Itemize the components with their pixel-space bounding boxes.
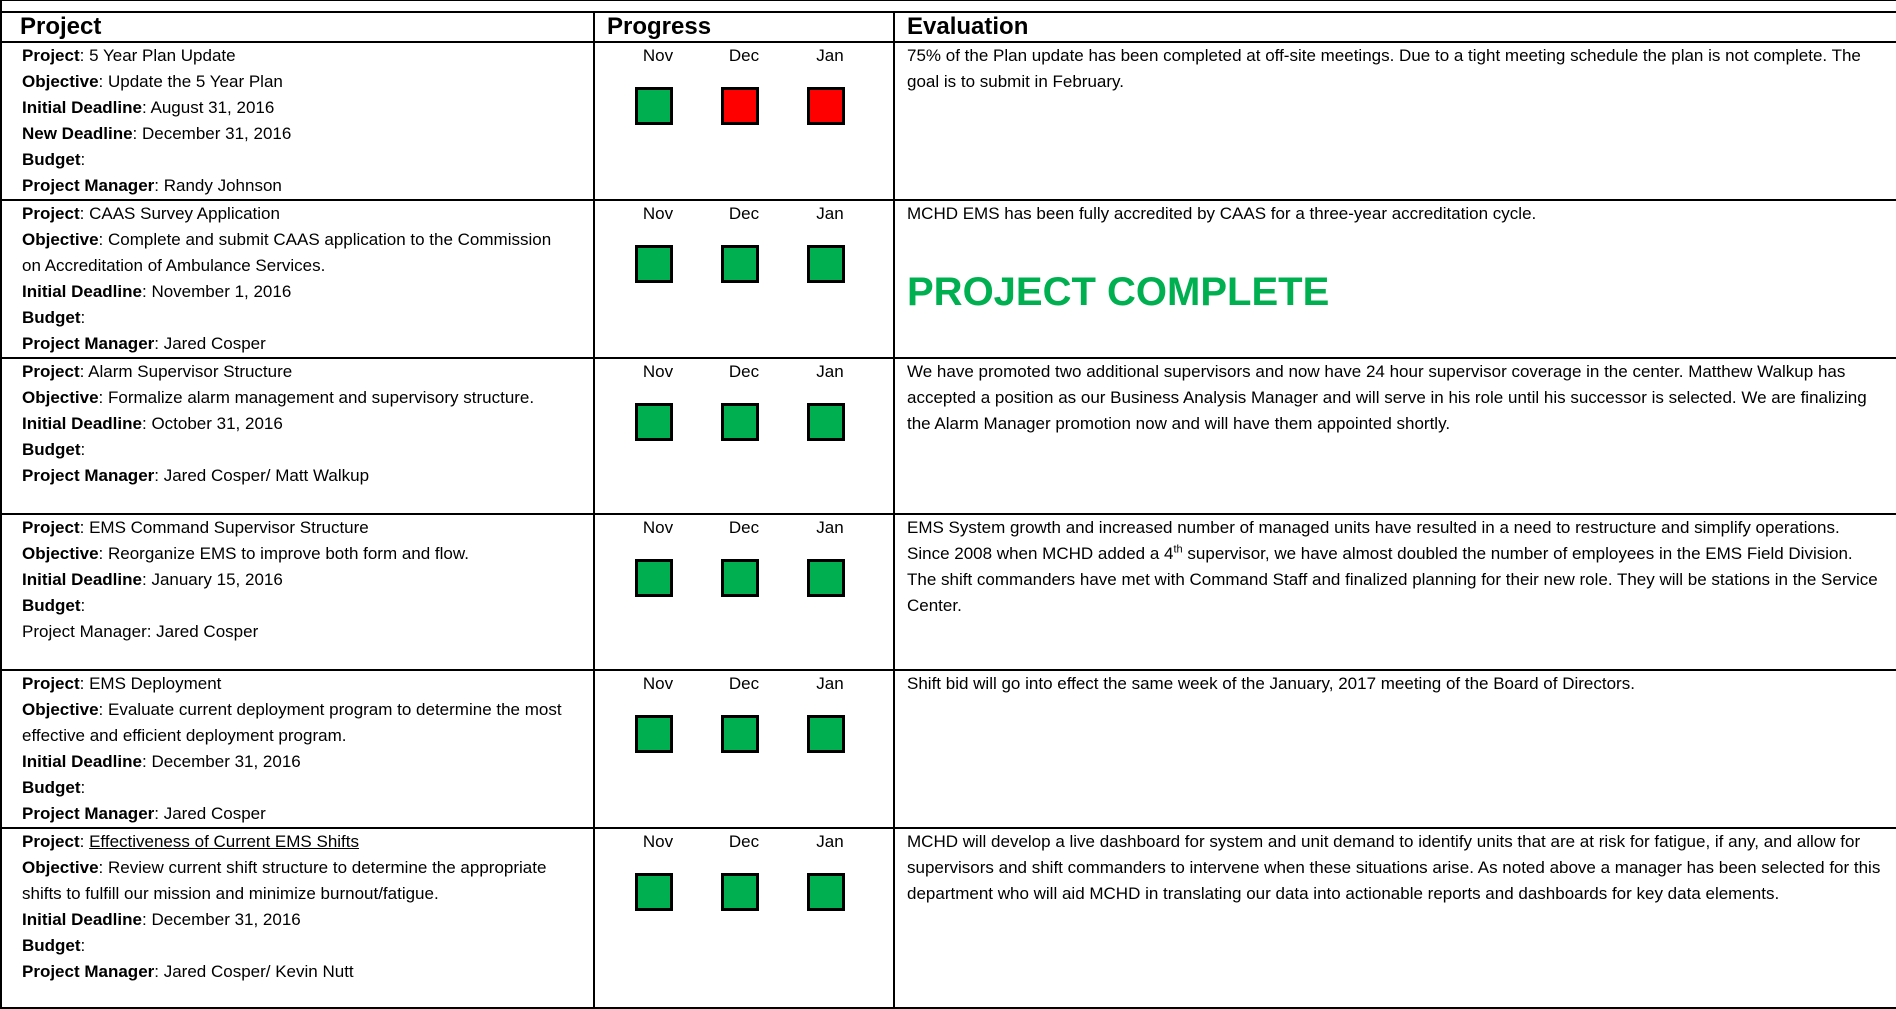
project-manager: Jared Cosper/ Matt Walkup (163, 466, 370, 485)
header-progress: Progress (594, 12, 894, 42)
header-row (1, 12, 1896, 42)
project-manager: Jared Cosper/ Kevin Nutt (163, 962, 354, 981)
month-label: Nov (642, 204, 674, 223)
project-manager: Project Manager: Jared Cosper (22, 622, 259, 641)
evaluation-cell (894, 200, 1896, 358)
month-label: Jan (816, 362, 844, 381)
month-label: Nov (642, 518, 674, 537)
evaluation-text: MCHD EMS has been fully accredited by CAAS for a three-year accreditation cycle. (907, 204, 1537, 223)
project-objective: Complete and submit CAAS application to the Commission on Accreditation of Ambulance Services. (22, 230, 552, 275)
progress-cell (594, 200, 894, 358)
status-square (635, 403, 673, 441)
month-label: Jan (816, 832, 844, 851)
project-objective: Evaluate current deployment program to determine the most effective and efficient deployment program. (22, 700, 562, 745)
project-name: Alarm Supervisor Structure (88, 362, 293, 381)
project-status-table (0, 11, 1896, 1009)
evaluation-text: We have promoted two additional supervisors and now have 24 hour supervisor coverage in the center. Matthew Walkup has accepted a position as our Business Analysis Manager and will serve in his role until his successor is selected. We are finalizing the Alarm Manager promotion now and will have them appointed shortly. (907, 362, 1867, 433)
initial-deadline: August 31, 2016 (150, 98, 275, 117)
project-name: CAAS Survey Application (89, 204, 280, 223)
month-label: Jan (816, 518, 844, 537)
project-cell: Project: 5 Year Plan Update Objective: Update the 5 Year Plan Initial Deadline: August 31, 2016 New Deadline: December 31, 2016 Budget: Project Manager: Randy Johnson (1, 42, 594, 200)
header-project: Project (1, 12, 594, 42)
table-row (1, 828, 1896, 1008)
evaluation-cell (894, 358, 1896, 514)
initial-deadline: December 31, 2016 (151, 910, 301, 929)
header-evaluation: Evaluation (894, 12, 1896, 42)
evaluation-text: 75% of the Plan update has been completed at off-site meetings. Due to a tight meeting schedule the plan is not complete. The goal is to submit in February. (907, 46, 1861, 91)
month-label: Jan (816, 204, 844, 223)
table-row (1, 670, 1896, 828)
status-square (635, 715, 673, 753)
evaluation-text: Shift bid will go into effect the same week of the January, 2017 meeting of the Board of Directors. (907, 674, 1635, 693)
project-objective: Formalize alarm management and supervisory structure. (108, 388, 535, 407)
status-square (721, 873, 759, 911)
project-cell: Project: EMS Command Supervisor Structure Objective: Reorganize EMS to improve both form and flow. Initial Deadline: January 15, 2016 Budget: Project Manager: Jared Cosper (1, 514, 594, 670)
status-square (807, 403, 845, 441)
status-square (721, 559, 759, 597)
table-row (1, 358, 1896, 514)
status-square (807, 873, 845, 911)
month-label: Jan (816, 46, 844, 65)
status-square (721, 87, 759, 125)
month-label: Dec (728, 674, 760, 693)
progress-cell (594, 670, 894, 828)
evaluation-text: MCHD will develop a live dashboard for system and unit demand to identify units that are at risk for fatigue, if any, and allow for supervisors and shift commanders to intervene when these situations arise. As noted above a manager has been selected for this department who will aid MCHD in translating our data into actionable reports and dashboards for key data elements. (907, 832, 1881, 903)
initial-deadline: October 31, 2016 (151, 414, 283, 433)
project-cell: Project: Alarm Supervisor Structure Objective: Formalize alarm management and supervisory structure. Initial Deadline: October 31, 2016 Budget: Project Manager: Jared Cosper/ Matt Walkup (1, 358, 594, 514)
status-square (807, 559, 845, 597)
month-label: Nov (642, 832, 674, 851)
month-label: Dec (728, 832, 760, 851)
month-label: Nov (642, 46, 674, 65)
status-square (635, 87, 673, 125)
project-name: EMS Deployment (89, 674, 222, 693)
status-square (635, 245, 673, 283)
evaluation-cell (894, 42, 1896, 200)
status-square (807, 715, 845, 753)
project-cell: Project: CAAS Survey Application Objective: Complete and submit CAAS application to the Commission on Accreditation of Ambulance Services. Initial Deadline: November 1, 2016 Budget: Project Manager: Jared Cosper (1, 200, 594, 358)
status-square (721, 403, 759, 441)
project-objective: Reorganize EMS to improve both form and flow. (108, 544, 469, 563)
initial-deadline: January 15, 2016 (151, 570, 283, 589)
evaluation-cell (894, 828, 1896, 1008)
new-deadline: December 31, 2016 (142, 124, 292, 143)
status-square (635, 559, 673, 597)
project-name: 5 Year Plan Update (89, 46, 236, 65)
progress-cell (594, 514, 894, 670)
evaluation-text: EMS System growth and increased number of managed units have resulted in a need to restructure and simplify operations. Since 2008 when MCHD added a 4th supervisor, we have almost doubled the number of employees in the EMS Field Division. The shift commanders have met with Command Staff and finalized planning for their new role. They will be stations in the Service Center. (907, 518, 1878, 615)
project-manager: Jared Cosper (163, 334, 266, 353)
project-manager: Jared Cosper (163, 804, 266, 823)
status-square (721, 245, 759, 283)
table-row (1, 200, 1896, 358)
month-label: Dec (728, 46, 760, 65)
project-name: Effectiveness of Current EMS Shifts (89, 832, 360, 851)
month-label: Dec (728, 518, 760, 537)
progress-cell (594, 358, 894, 514)
table-row (1, 514, 1896, 670)
status-square (635, 873, 673, 911)
month-label: Dec (728, 204, 760, 223)
progress-cell (594, 828, 894, 1008)
project-objective: Update the 5 Year Plan (108, 72, 283, 91)
status-square (807, 87, 845, 125)
table-row (1, 42, 1896, 200)
project-cell: Project: Effectiveness of Current EMS Shifts Objective: Review current shift structure to determine the appropriate shifts to fulfill our mission and minimize burnout/fatigue. Initial Deadline: December 31, 2016 Budget: Project Manager: Jared Cosper/ Kevin Nutt (1, 828, 594, 1008)
initial-deadline: November 1, 2016 (151, 282, 292, 301)
project-objective: Review current shift structure to determine the appropriate shifts to fulfill our mission and minimize burnout/fatigue. (22, 858, 547, 903)
project-manager: Randy Johnson (163, 176, 282, 195)
progress-cell (594, 42, 894, 200)
status-square (721, 715, 759, 753)
initial-deadline: December 31, 2016 (151, 752, 301, 771)
project-cell: Project: EMS Deployment Objective: Evaluate current deployment program to determine the most effective and efficient deployment program. Initial Deadline: December 31, 2016 Budget: Project Manager: Jared Cosper (1, 670, 594, 828)
project-name: EMS Command Supervisor Structure (89, 518, 369, 537)
month-label: Nov (642, 362, 674, 381)
project-complete-label: PROJECT COMPLETE (907, 270, 1330, 314)
status-square (807, 245, 845, 283)
evaluation-cell (894, 514, 1896, 670)
month-label: Nov (642, 674, 674, 693)
month-label: Jan (816, 674, 844, 693)
month-label: Dec (728, 362, 760, 381)
evaluation-cell (894, 670, 1896, 828)
